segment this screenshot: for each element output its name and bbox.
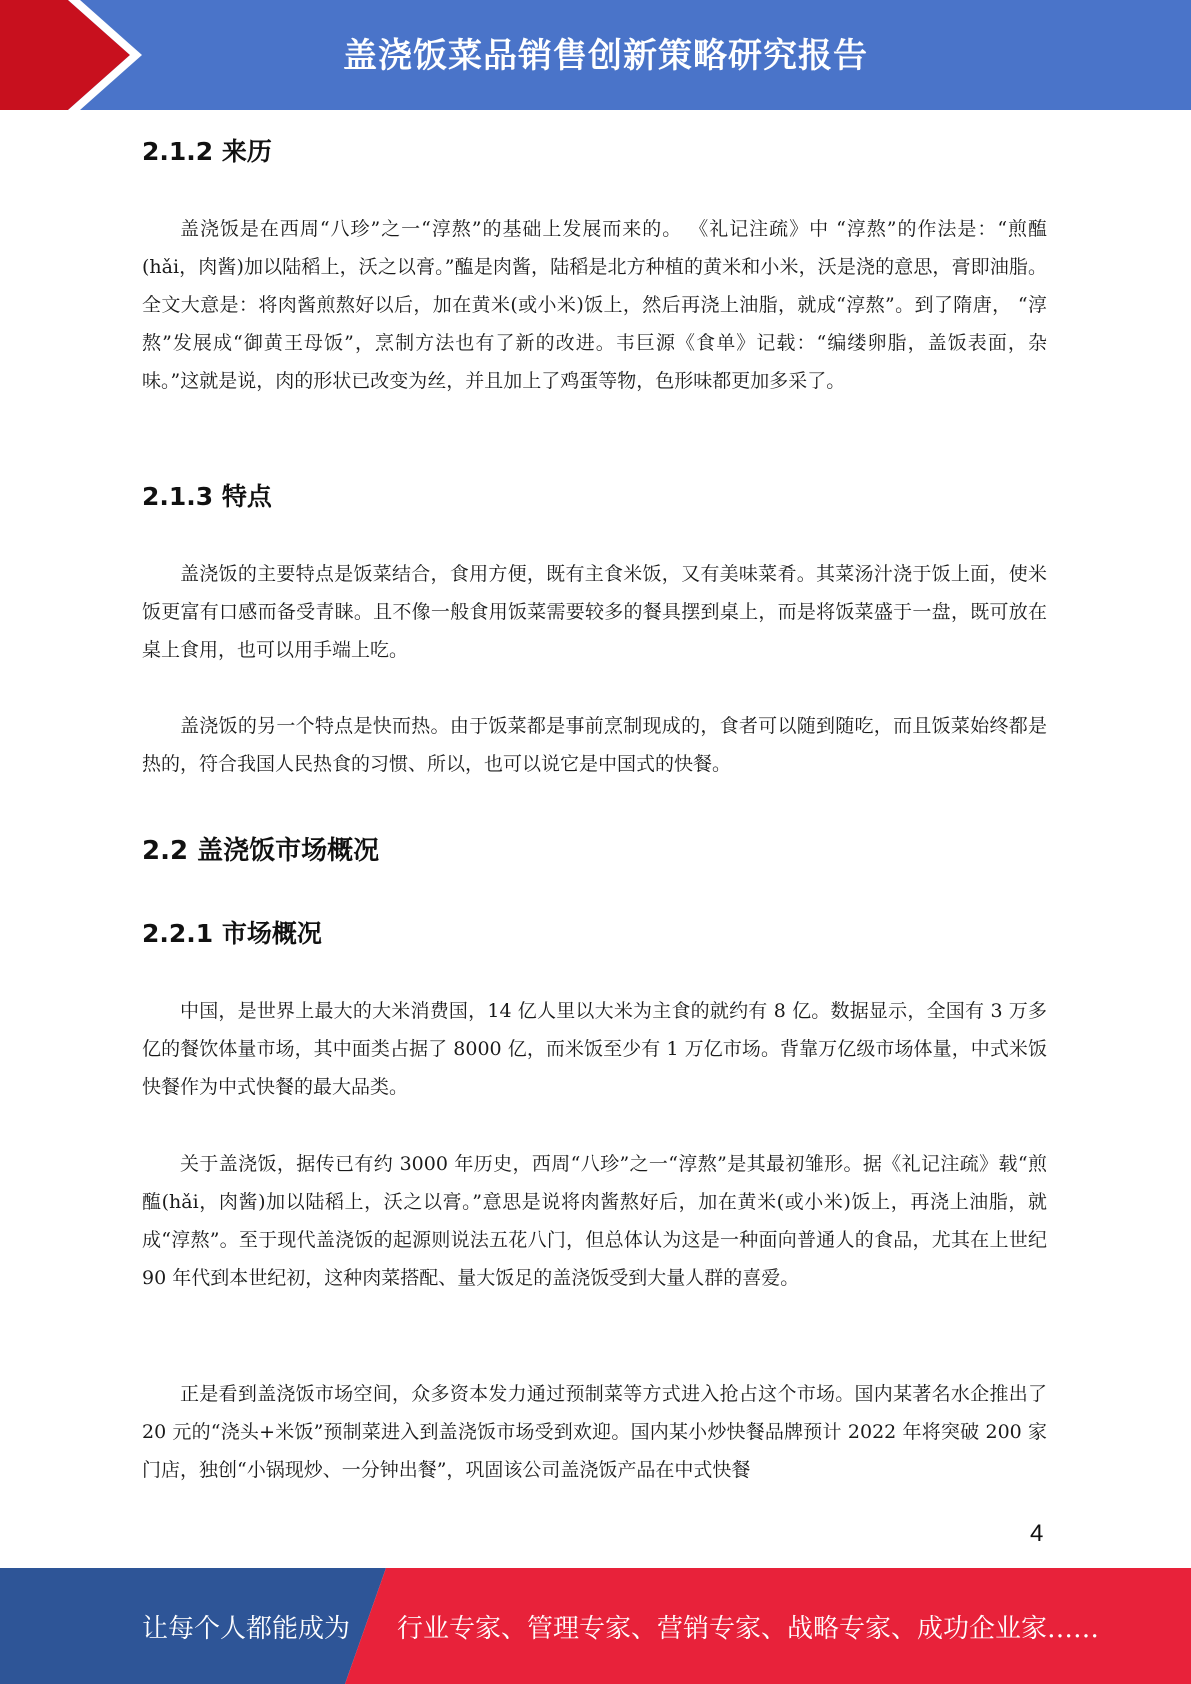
section-heading-2-2: 2.2 盖浇饭市场概况 [142, 836, 380, 866]
page-footer [0, 1568, 1191, 1684]
section-heading-2-1-3: 2.1.3 特点 [142, 482, 272, 511]
page-number: 4 [1030, 1520, 1044, 1547]
section-heading-2-2-1: 2.2.1 市场概况 [142, 919, 322, 948]
paragraph-features-1: 盖浇饭的主要特点是饭菜结合，食用方便，既有主食米饭，又有美味菜肴。其菜汤汁浇于饭上面，使米饭更富有口感而备受青睐。且不像一般食用饭菜需要较多的餐具摆到桌上，而是将饭菜盛于一盘，既可放在桌上食用，也可以用手端上吃。 [142, 563, 1047, 661]
paragraph-market-1: 中国，是世界上最大的大米消费国，14 亿人里以大米为主食的就约有 8 亿。数据显示，全国有 3 万多亿的餐饮体量市场，其中面类占据了 8000 亿，而米饭至少有 1 万亿市场。背靠万亿级市场体量，中式米饭快餐作为中式快餐的最大品类。 [142, 1000, 1047, 1098]
paragraph-market-2: 关于盖浇饭，据传已有约 3000 年历史，西周“八珍”之一“淳熬”是其最初雏形。据《礼记注疏》载“煎醢(hǎi，肉酱)加以陆稻上，沃之以膏。”意思是说将肉酱熬好后，加在黄米(或小米)饭上，再浇上油脂，就成“淳熬”。至于现代盖浇饭的起源则说法五花八门，但总体认为这是一种面向普通人的食品，尤其在上世纪 90 年代到本世纪初，这种肉菜搭配、量大饭足的盖浇饭受到大量人群的喜爱。 [142, 1153, 1047, 1289]
page-header [0, 0, 1191, 110]
paragraph-market-3: 正是看到盖浇饭市场空间，众多资本发力通过预制菜等方式进入抢占这个市场。国内某著名水企推出了 20 元的“浇头+米饭”预制菜进入到盖浇饭市场受到欢迎。国内某小炒快餐品牌预计 2022 年将突破 200 家门店，独创“小锅现炒、一分钟出餐”，巩固该公司盖浇饭产品在中式快餐 [142, 1383, 1047, 1481]
report-title: 盖浇饭菜品销售创新策略研究报告 [343, 36, 868, 76]
footer-slogan-left: 让每个人都能成为 [142, 1614, 351, 1644]
footer-slogan-right: 行业专家、管理专家、营销专家、战略专家、成功企业家…… [397, 1614, 1100, 1644]
paragraph-origin: 盖浇饭是在西周“八珍”之一“淳熬”的基础上发展而来的。 《礼记注疏》中 “淳熬”的作法是：“煎醢(hǎi，肉酱)加以陆稻上，沃之以膏。”醢是肉酱，陆稻是北方种植的黄米和小米，沃是浇的意思，膏即油脂。全文大意是：将肉酱煎熬好以后，加在黄米(或小米)饭上，然后再浇上油脂，就成“淳熬”。到了隋唐， “淳熬”发展成“御黄王母饭”，烹制方法也有了新的改进。韦巨源《食单》记载：“编缕卵脂，盖饭表面，杂味。”这就是说，肉的形状已改变为丝，并且加上了鸡蛋等物，色形味都更加多采了。 [142, 218, 1047, 392]
paragraph-features-2: 盖浇饭的另一个特点是快而热。由于饭菜都是事前烹制现成的，食者可以随到随吃，而且饭菜始终都是热的，符合我国人民热食的习惯、所以，也可以说它是中国式的快餐。 [142, 715, 1047, 775]
section-heading-2-1-2: 2.1.2 来历 [142, 137, 272, 166]
